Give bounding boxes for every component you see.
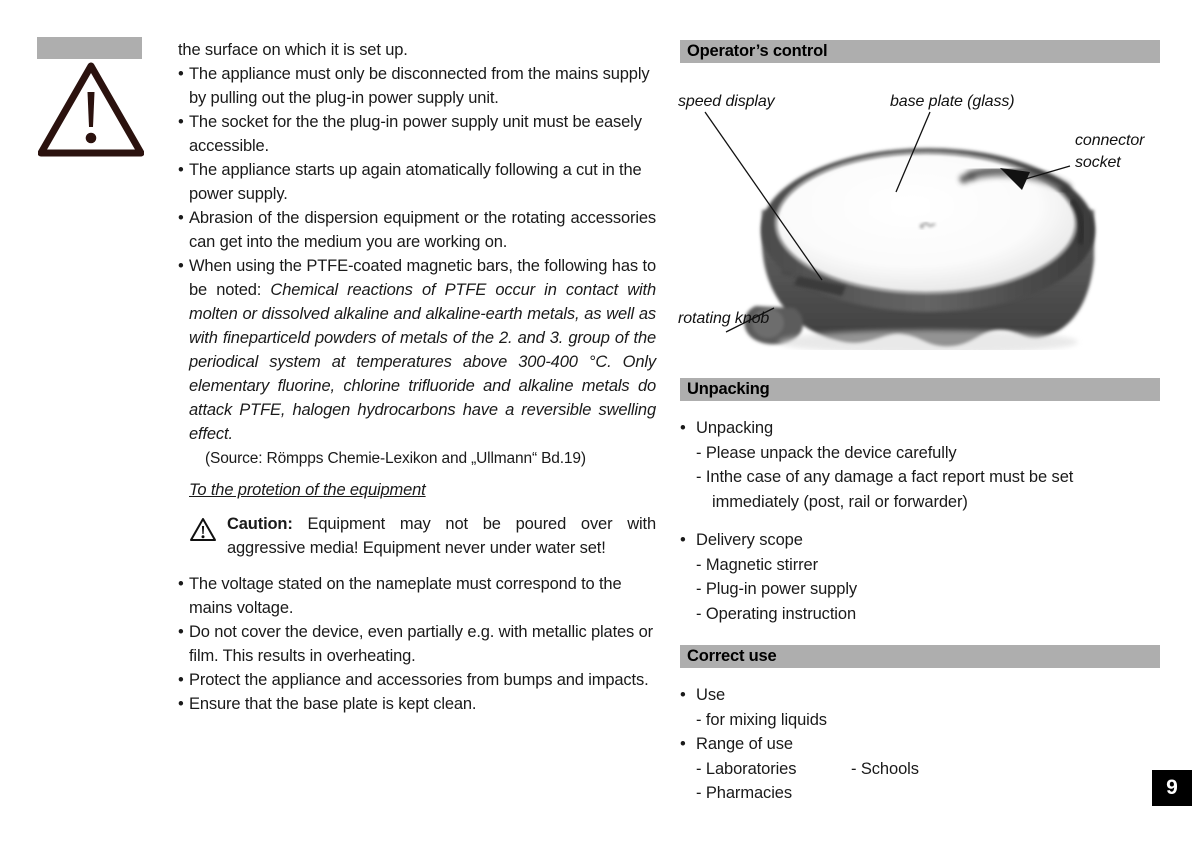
section-header-correct-use [680,645,1160,668]
list-item [178,110,656,158]
bullet-body [189,254,656,446]
bullet-body: The voltage stated on the nameplate must correspond to the mains voltage. [189,575,622,617]
sub-item: - Inthe case of any damage a fact report must be set [696,468,1074,486]
bullet-glyph: • [178,113,184,131]
bullet-body: Protect the appliance and accessories from bumps and impacts. [189,671,649,689]
bullet-glyph: • [178,65,184,83]
section-header-unpacking [680,378,1160,401]
callout-label-speed-display: speed display [678,93,775,110]
list-item [178,572,656,620]
section-header-operators-control [680,40,1160,63]
group-heading: Range of use [696,735,793,753]
sub-item: - Laboratories [696,759,797,778]
list-item [680,732,1170,757]
bullet-glyph: • [178,575,184,593]
callout-label-connector-socket-line1: connector [1075,132,1145,149]
group-heading: Use [696,686,726,704]
warning-gray-bar [37,37,142,59]
bullet-body: The socket for the the plug-in power supply unit must be easely accessible. [189,113,642,155]
list-item [680,528,1170,553]
bullet-glyph: • [178,257,184,275]
bullet-body: Do not cover the device, even partially e.g. with metallic plates or film. This results in overheating. [189,623,653,665]
bullet-glyph: • [178,671,184,689]
source-citation: (Source: Römpps Chemie-Lexikon and „Ullmann“ Bd.19) [205,450,586,467]
warning-triangle-icon [38,62,144,157]
list-item [178,620,656,668]
section-title: Unpacking [687,380,770,398]
bullet-glyph: • [178,209,184,227]
sub-item-continuation: immediately (post, rail or forwarder) [712,492,968,511]
list-item [178,206,656,254]
caution-label: Caution: [227,515,293,533]
product-figure [670,80,1170,350]
ptfe-intro-text: When using the PTFE-coated magnetic bars, the following has to be noted: [189,257,656,299]
bullet-body: The appliance starts up again atomatically following a cut in the power supply. [189,161,642,203]
ptfe-quoted-text: Chemical reactions of PTFE occur in contact with molten or dissolved alkaline and alkaline-earth metals, as well as with fineparticeld powders of metals of the 2. and 3. group of the periodical system at temperatures above 300-400 °C. Only elementary fluorine, chlorine trifluoride and alkaline metals do attack PTFE, halogen hydrocarbons have a reversible swelling effect. [189,281,656,443]
list-item [680,683,1170,708]
page-number-badge: 9 [1152,770,1192,806]
caution-message: Equipment may not be poured over with aggressive media! Equipment never under water set! [227,515,656,557]
bullet-glyph: • [680,419,686,437]
list-item [178,158,656,206]
bullet-glyph: • [680,686,686,704]
bullet-body: Ensure that the base plate is kept clean. [189,695,477,713]
group-heading: Delivery scope [696,531,803,549]
bullet-glyph: • [178,623,184,641]
section-title: Correct use [687,647,777,665]
list-item-ptfe [178,254,656,446]
sub-item: - Operating instruction [696,604,857,623]
callout-label-rotating-knob: rotating knob [678,310,770,327]
sub-item: - Plug-in power supply [696,580,858,598]
sub-item: - Pharmacies [696,784,792,802]
sub-item: - Magnetic stirrer [696,555,818,574]
left-text-column [178,38,656,716]
protection-subheading: To the protetion of the equipment [189,481,426,499]
continued-sentence: the surface on which it is set up. [178,41,408,59]
caution-body [227,512,656,560]
bullet-glyph: • [178,695,184,713]
sub-item-row [680,757,1170,782]
list-item [178,668,656,692]
list-item [680,416,1170,441]
bullet-glyph: • [178,161,184,179]
section-title: Operator’s control [687,42,828,60]
list-item [178,62,656,110]
unpacking-content [680,416,1170,626]
group-heading: Unpacking [696,419,774,437]
correct-use-content [680,683,1170,806]
list-item [178,692,656,716]
sub-item: - for mixing liquids [696,710,827,729]
caution-triangle-icon [189,512,227,548]
bullet-body: Abrasion of the dispersion equipment or the rotating accessories can get into the medium you are working on. [189,209,656,251]
caution-notice [178,512,656,560]
callout-label-connector-socket-line2: socket [1075,154,1121,171]
bullet-glyph: • [680,531,686,549]
bullet-glyph: • [680,735,686,753]
sub-item: - Please unpack the device carefully [696,443,957,462]
bullet-body: The appliance must only be disconnected from the mains supply by pulling out the plug-in power supply unit. [189,65,650,107]
sub-item: - Schools [851,759,919,778]
callout-label-base-plate: base plate (glass) [890,93,1015,110]
